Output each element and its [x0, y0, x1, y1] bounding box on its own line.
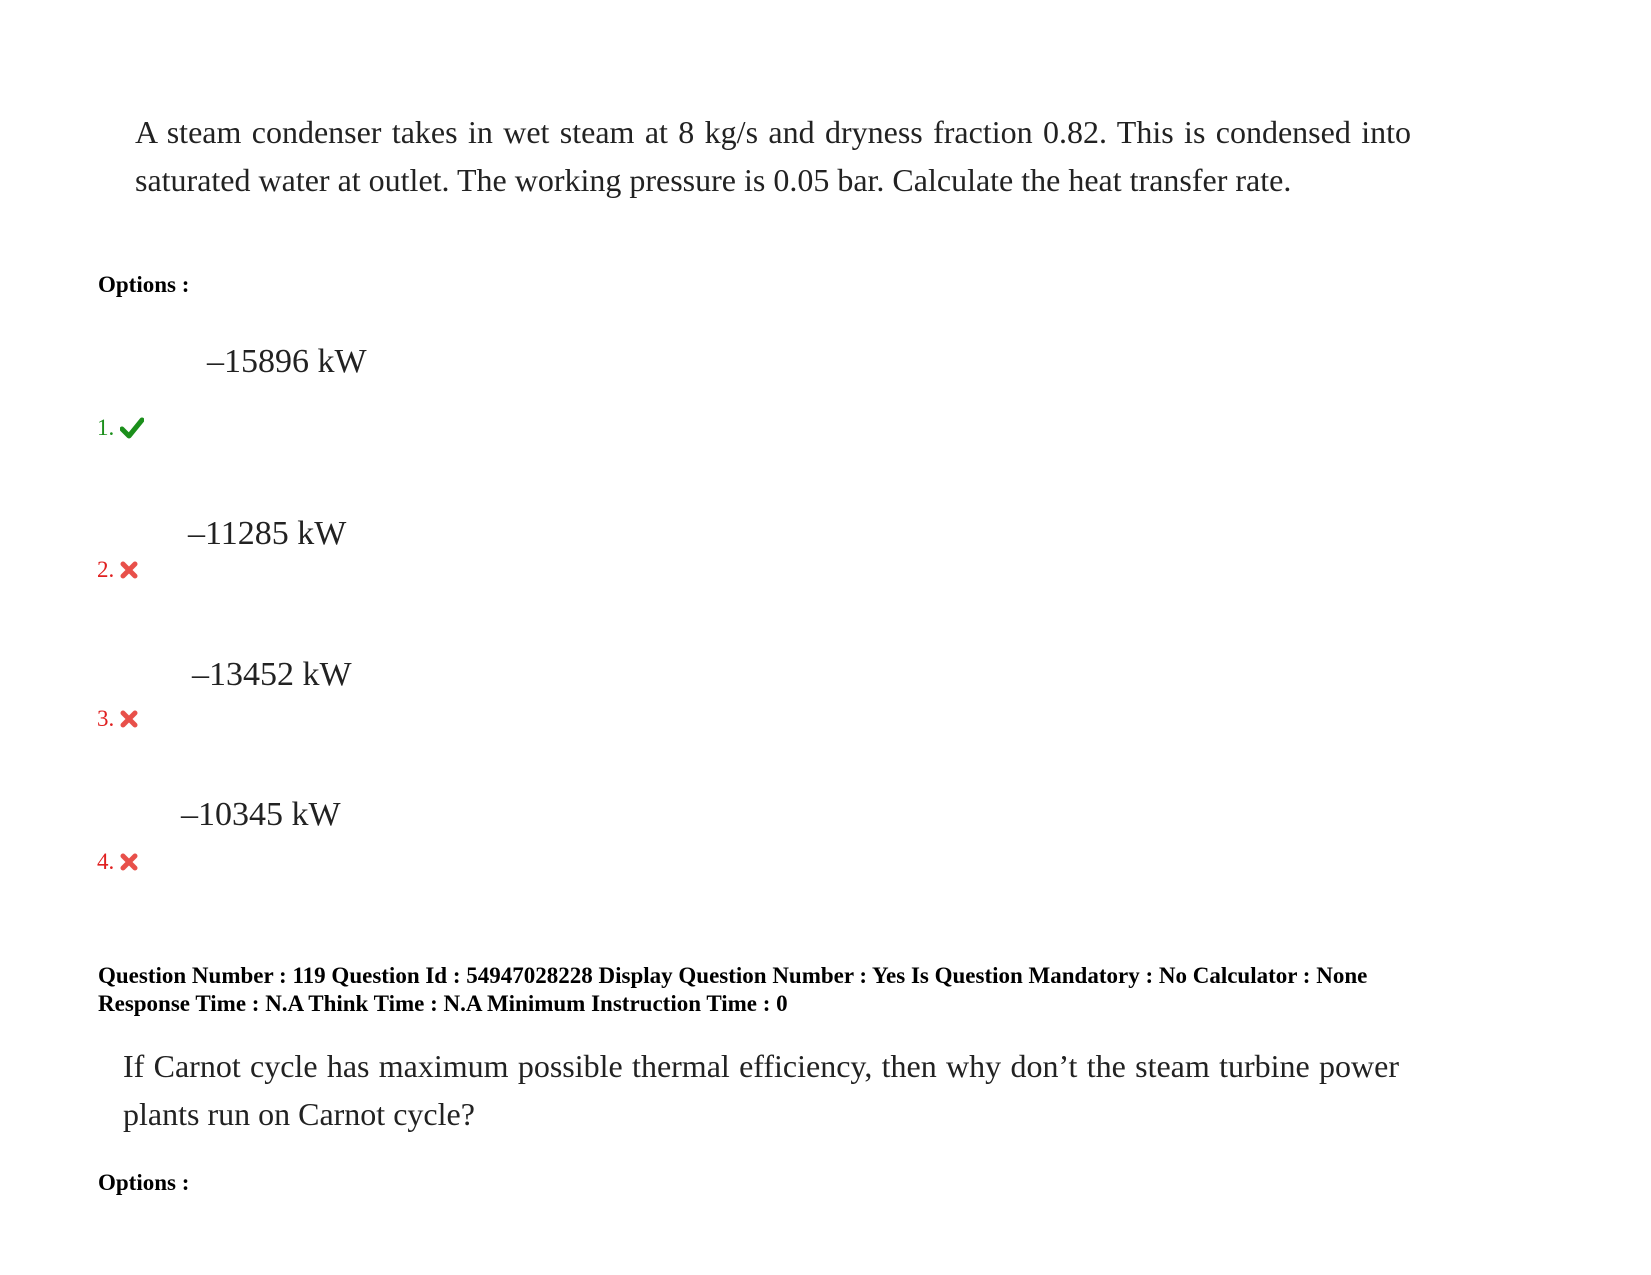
cross-icon: [120, 561, 138, 579]
question-text: If Carnot cycle has maximum possible thermal efficiency, then why don’t the steam turbine power plants run on Carnot cycle?: [123, 1048, 1399, 1132]
option-number: 3.: [97, 706, 115, 731]
option-2-value: –11285 kW: [188, 515, 347, 552]
question-meta-line-1: Question Number : 119 Question Id : 54947028228 Display Question Number : Yes Is Question Mandatory : No Calculator : None: [98, 963, 1368, 988]
option-1-value: –15896 kW: [207, 343, 367, 380]
cross-icon: [120, 853, 138, 871]
option-number: 1.: [97, 415, 115, 440]
option-4-value: –10345 kW: [181, 796, 341, 833]
option-number: 4.: [97, 849, 115, 874]
options-label: Options :: [98, 1170, 190, 1195]
option-1-marker: [97, 415, 144, 441]
option-3-value: –13452 kW: [192, 656, 352, 693]
check-icon: [120, 417, 144, 439]
question-text: A steam condenser takes in wet steam at 8 kg/s and dryness fraction 0.82. This is condensed into saturated water at outlet. The working pressure is 0.05 bar. Calculate the heat transfer rate.: [135, 114, 1411, 198]
question-meta-line-2: Response Time : N.A Think Time : N.A Minimum Instruction Time : 0: [98, 991, 788, 1016]
option-3-marker: [97, 706, 138, 732]
option-2-marker: [97, 557, 138, 583]
options-label: Options :: [98, 272, 190, 297]
cross-icon: [120, 710, 138, 728]
option-4-marker: [97, 849, 138, 875]
option-number: 2.: [97, 557, 115, 582]
